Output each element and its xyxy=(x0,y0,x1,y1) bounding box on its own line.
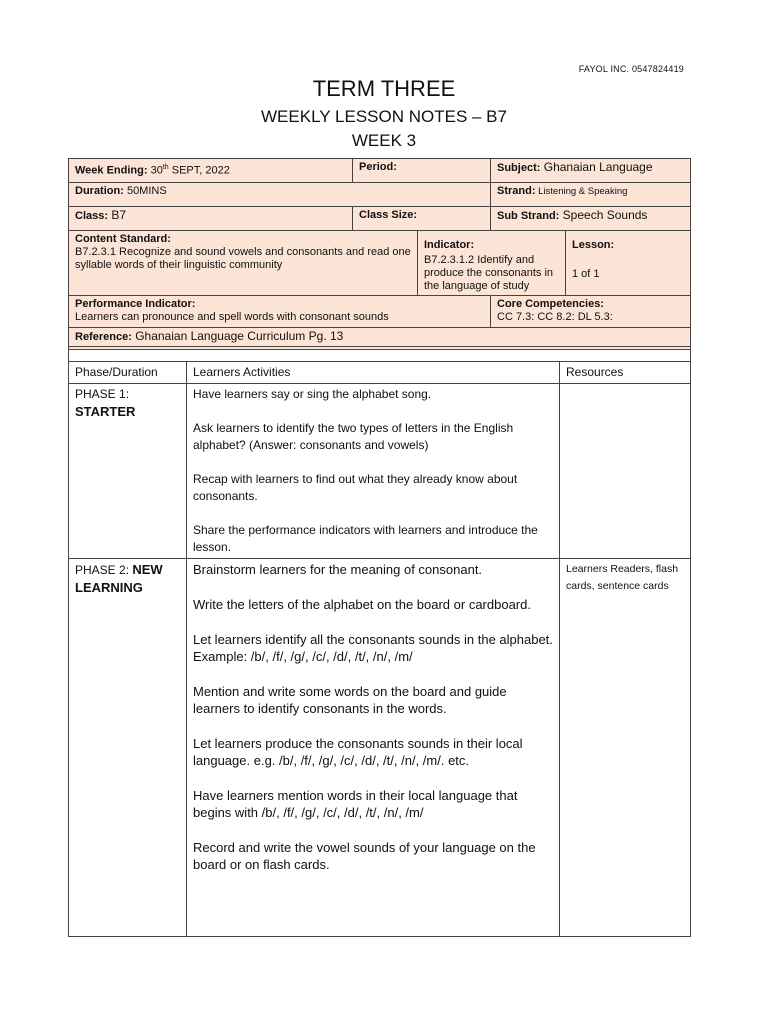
lesson-cell xyxy=(566,231,691,296)
indicator-cell xyxy=(418,231,566,296)
phase2-activity: Write the letters of the alphabet on the board or cardboard. xyxy=(193,597,531,612)
performance-cell xyxy=(69,296,491,328)
sub-strand-label: Sub Strand: xyxy=(497,210,560,222)
performance-label: Performance Indicator: xyxy=(75,298,196,310)
phase2-activity: Mention and write some words on the board and guide learners to identify consonants in the words. xyxy=(193,684,507,716)
core-competencies-label: Core Competencies: xyxy=(497,298,604,310)
week-ending-value: 30 xyxy=(150,164,163,177)
phase1-resources xyxy=(560,384,691,559)
phase1-title: STARTER xyxy=(75,404,136,419)
phase1-activity: Ask learners to identify the two types of letters in the English alphabet? (Answer: consonants and vowels) xyxy=(193,421,514,452)
core-competencies-value: CC 7.3: CC 8.2: DL 5.3: xyxy=(497,311,613,323)
phase2-activity: Let learners identify all the consonants sounds in the alphabet. xyxy=(193,632,553,647)
sub-strand-value: Speech Sounds xyxy=(559,208,648,222)
activities-header: Learners Activities xyxy=(187,362,560,384)
week-ending-cell xyxy=(69,159,353,183)
info-table xyxy=(68,158,691,350)
phase2-title-b: LEARNING xyxy=(75,580,143,595)
phase2-activity: Brainstorm learners for the meaning of consonant. xyxy=(193,562,483,577)
title-block xyxy=(0,76,768,152)
indicator-label: Indicator: xyxy=(424,239,475,251)
phase2-title-a: NEW xyxy=(132,562,163,577)
reference-value: Ghanaian Language Curriculum Pg. 13 xyxy=(131,329,344,343)
week-ending-label: Week Ending: xyxy=(75,164,148,177)
phase2-activity: Have learners mention words in their local language that begins with /b/, /f/, /g/, /c/, /d/, /t/, /n/, /m/ xyxy=(193,788,518,820)
performance-value: Learners can pronounce and spell words with consonant sounds xyxy=(75,311,389,323)
strand-cell xyxy=(491,183,691,207)
resources-header: Resources xyxy=(560,362,691,384)
class-label: Class: xyxy=(75,210,109,222)
duration-value: 50MINS xyxy=(123,185,167,197)
phase1-activity: Recap with learners to find out what they already know about consonants. xyxy=(193,472,518,503)
company-header: FAYOL INC. 0547824419 xyxy=(578,64,684,74)
class-size-cell xyxy=(353,207,491,231)
duration-label: Duration: xyxy=(75,185,124,197)
subject-cell xyxy=(491,159,691,183)
phase2-cell xyxy=(69,559,187,937)
phase2-example: Example: /b/, /f/, /g/, /c/, /d/, /t/, /n/, /m/ xyxy=(193,649,413,664)
content-standard-label: Content Standard: xyxy=(75,233,171,245)
period-label: Period: xyxy=(359,161,397,173)
week-ending-rest: SEPT, 2022 xyxy=(168,164,230,177)
reference-label: Reference: xyxy=(75,331,132,343)
period-cell xyxy=(353,159,491,183)
lesson-label: Lesson: xyxy=(572,239,615,251)
notes-title: WEEKLY LESSON NOTES – B7 xyxy=(261,107,507,126)
week-title: WEEK 3 xyxy=(351,131,417,150)
content-standard-value: B7.2.3.1 Recognize and sound vowels and consonants and read one syllable words of their linguistic community xyxy=(75,246,411,271)
lesson-table xyxy=(68,346,691,937)
class-size-label: Class Size: xyxy=(359,209,418,221)
lesson-value: 1 of 1 xyxy=(572,268,600,280)
phase1-cell xyxy=(69,384,187,559)
indicator-value: B7.2.3.1.2 Identify and produce the consonants in the language of study xyxy=(424,254,554,292)
content-standard-cell xyxy=(69,231,418,296)
duration-cell xyxy=(69,183,491,207)
phase1-activity: Have learners say or sing the alphabet song. xyxy=(193,387,432,401)
strand-value: Listening & Speaking xyxy=(535,186,628,197)
term-title: TERM THREE xyxy=(312,76,456,101)
class-cell xyxy=(69,207,353,231)
subject-label: Subject: xyxy=(497,162,541,174)
class-value: B7 xyxy=(108,208,127,222)
spacer-row xyxy=(69,347,691,362)
phase2-resources: Learners Readers, flash cards, sentence cards xyxy=(560,559,691,937)
phase-header: Phase/Duration xyxy=(69,362,187,384)
subject-value: Ghanaian Language xyxy=(540,160,653,174)
phase1-activity: Share the performance indicators with learners and introduce the lesson. xyxy=(193,523,538,554)
strand-label: Strand: xyxy=(497,185,536,197)
phase2-activity: Record and write the vowel sounds of your language on the board or on flash cards. xyxy=(193,840,536,872)
sub-strand-cell xyxy=(491,207,691,231)
core-competencies-cell xyxy=(491,296,691,328)
phase2-activities xyxy=(187,559,560,937)
week-ending-sup: th xyxy=(162,164,169,171)
phase1-activities xyxy=(187,384,560,559)
phase1-label: PHASE 1: xyxy=(75,387,130,401)
phase2-activity: Let learners produce the consonants sounds in their local language. e.g. /b/, /f/, /g/, /c/, /d/, /t/, /n/, /m/. etc. xyxy=(193,736,523,768)
phase2-label: PHASE 2: xyxy=(75,563,133,577)
